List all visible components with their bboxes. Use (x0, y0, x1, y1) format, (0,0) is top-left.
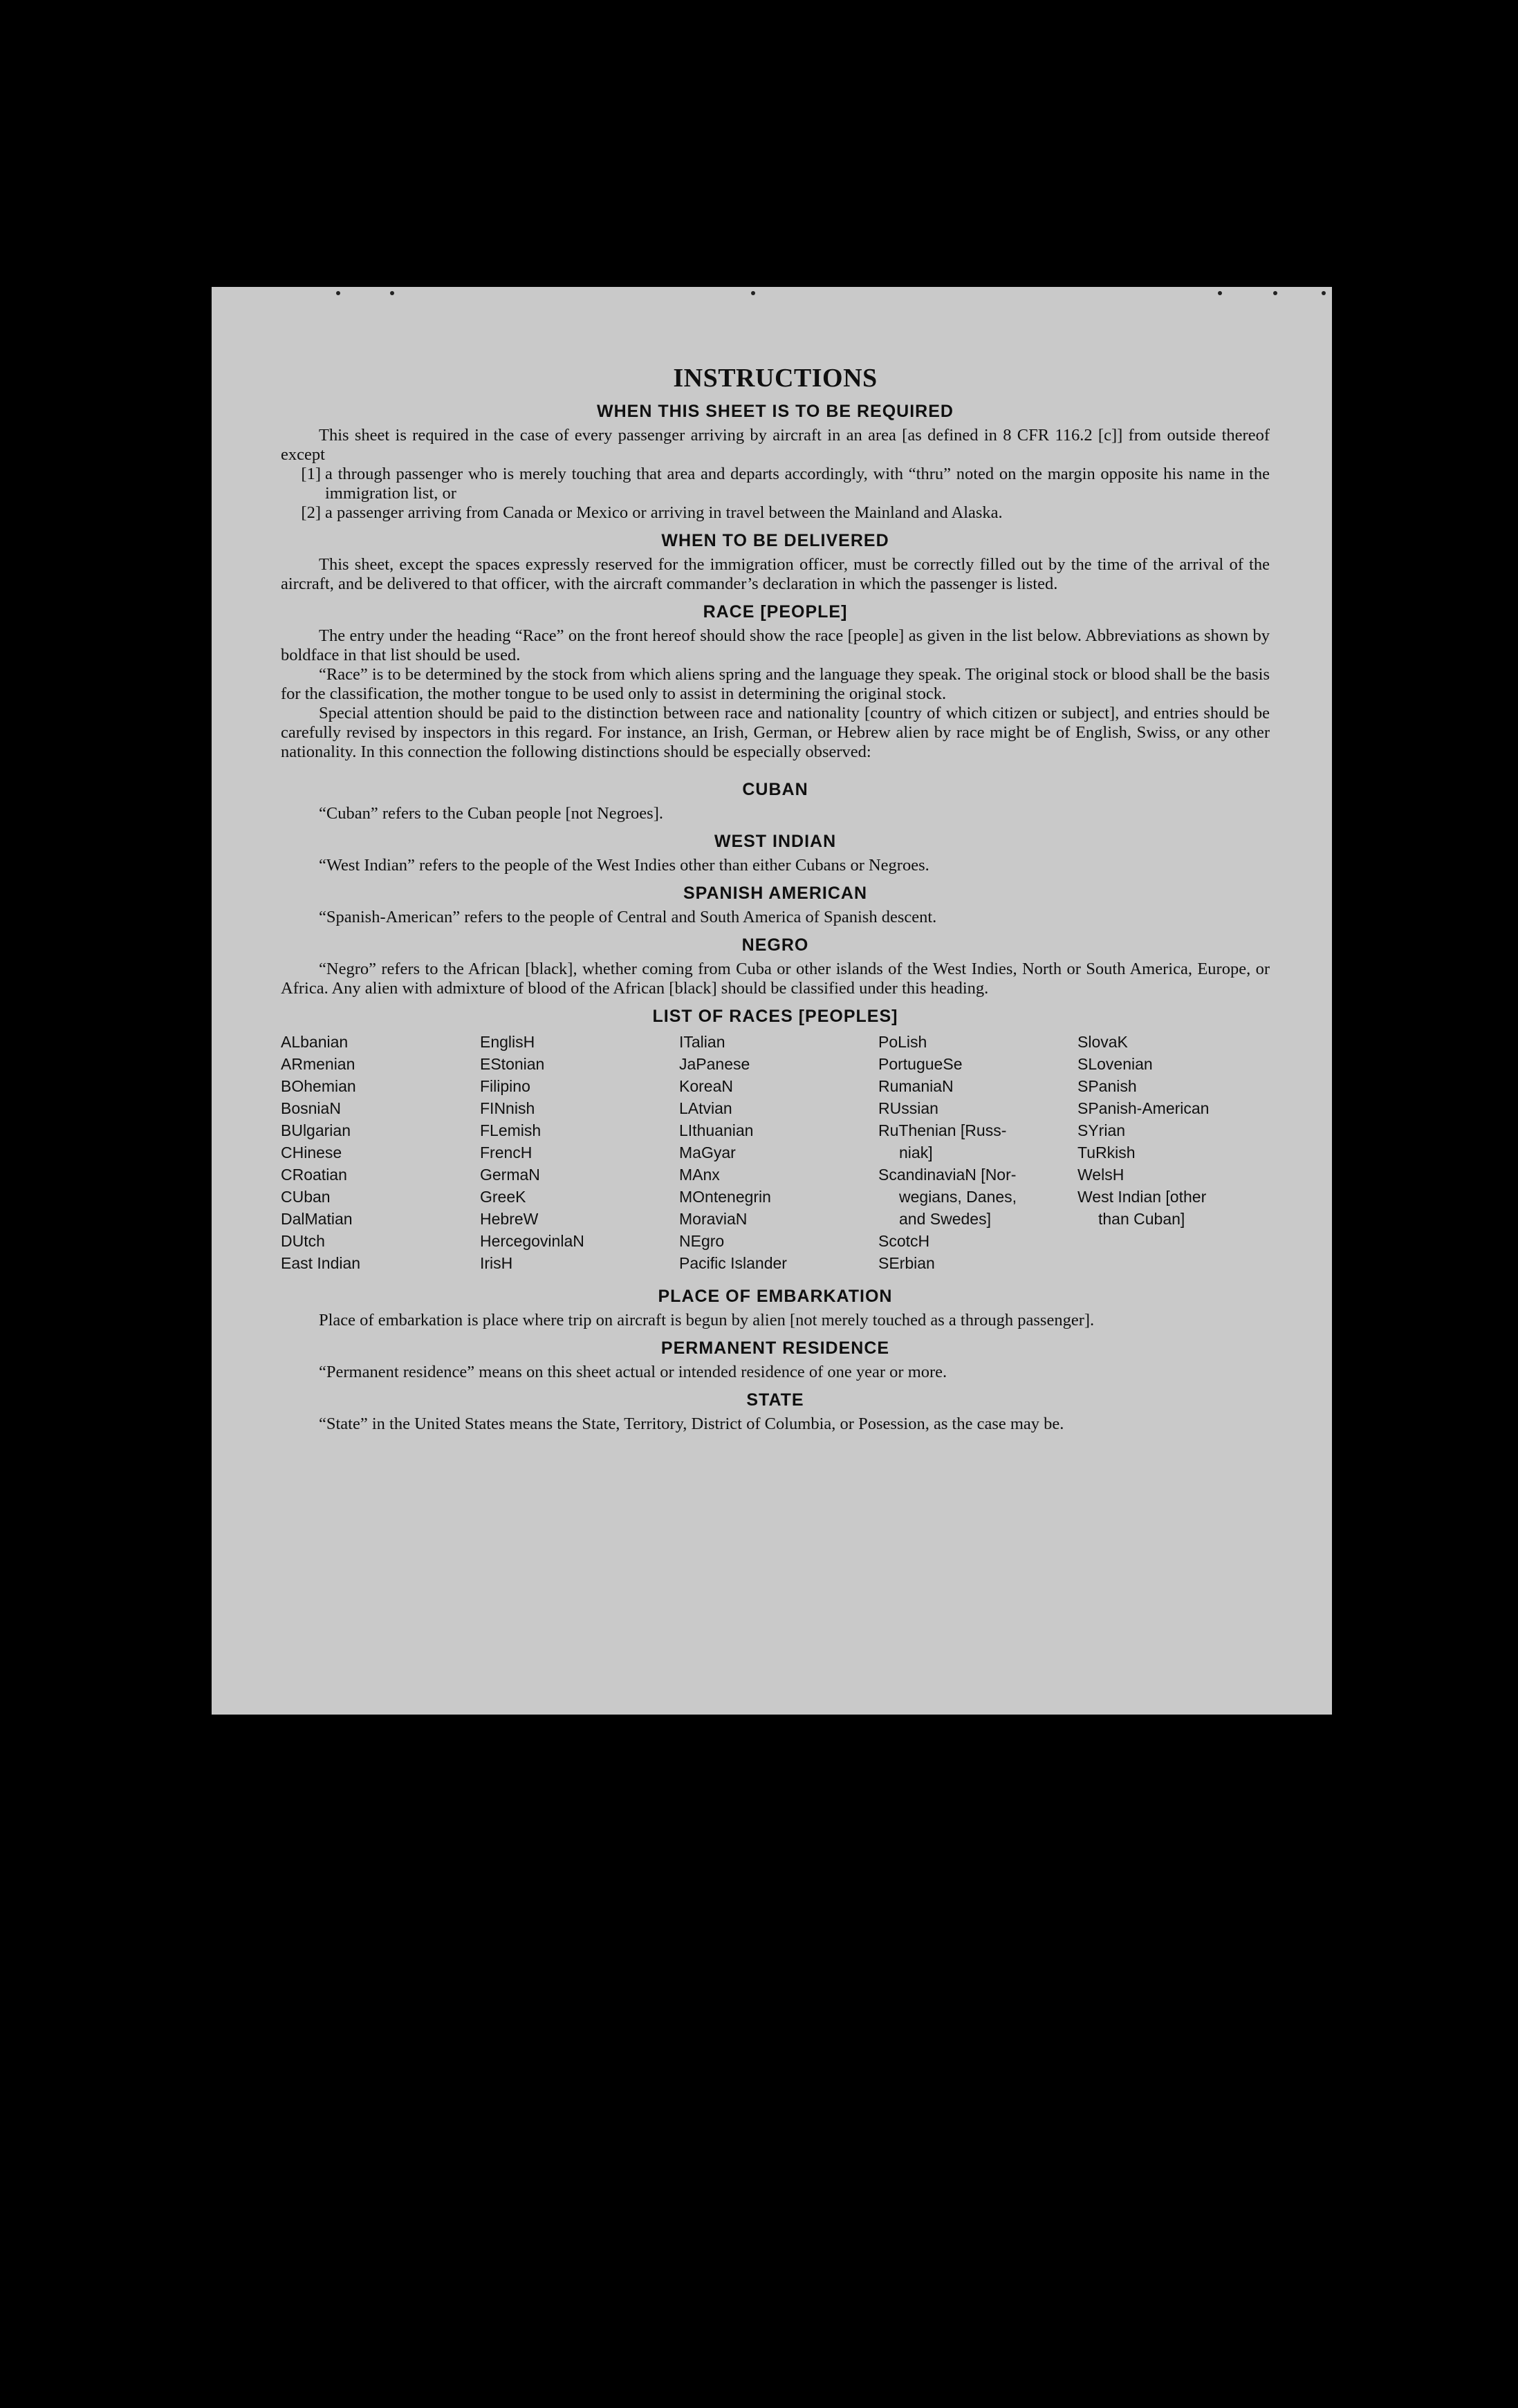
race-item: Filipino (480, 1077, 530, 1095)
west-indian-text: “West Indian” refers to the people of the West Indies other than either Cubans or Negroes. (319, 856, 929, 875)
race-item: WelsH (1077, 1166, 1124, 1184)
race-item: DUtch (281, 1232, 325, 1250)
race-item: TuRkish (1077, 1144, 1136, 1161)
race-item: NEgro (679, 1232, 725, 1250)
race-item: FINnish (480, 1099, 535, 1117)
instruction-sheet (212, 287, 1332, 1715)
heading-spanish-american: SPANISH AMERICAN (683, 884, 867, 903)
heading-list-of-races: LIST OF RACES [PEOPLES] (652, 1007, 898, 1026)
negro-text: “Negro” refers to the African [black], whether coming from Cuba or other islands of the West Indies, North or South America, Europe, or Africa. Any alien with admixture of blood of the African [black] should be classified under this heading. (281, 960, 1270, 998)
heading-embarkation: PLACE OF EMBARKATION (658, 1287, 893, 1306)
punch-marks (212, 291, 1332, 305)
race-item: RUssian (878, 1099, 938, 1117)
race-paragraph-2: “Race” is to be determined by the stock from which aliens spring and the language they speak. The original stock or blood shall be the basis for the classification, the mother tongue to be used only to assist in determining the original stock. (281, 665, 1270, 703)
exception-number: [2] (301, 503, 321, 522)
race-item: SYrian (1077, 1121, 1126, 1139)
race-item: ScotcH (878, 1232, 930, 1250)
race-item: JaPanese (679, 1055, 750, 1073)
race-item-continued: and Swedes] (899, 1210, 991, 1228)
race-item: BUlgarian (281, 1121, 351, 1139)
race-item: GreeK (480, 1188, 526, 1206)
race-item: MAnx (679, 1166, 720, 1184)
race-item: CHinese (281, 1144, 342, 1161)
race-item: ARmenian (281, 1055, 355, 1073)
race-item: PoLish (878, 1033, 927, 1051)
race-item: LAtvian (679, 1099, 732, 1117)
exception-text: a passenger arriving from Canada or Mexico or arriving in travel between the Mainland and Alaska. (325, 503, 1003, 522)
heading-delivered: WHEN TO BE DELIVERED (661, 531, 889, 550)
race-item: Pacific Islander (679, 1254, 787, 1272)
race-item: West Indian [other (1077, 1188, 1207, 1206)
exception-text: a through passenger who is merely touching that area and departs accordingly, with “thru” noted on the margin opposite his name in the immigration list, or (325, 465, 1270, 503)
races-column-3 (679, 1031, 871, 1274)
embarkation-text: Place of embarkation is place where trip on aircraft is begun by alien [not merely touched as a through passenger]. (319, 1311, 1095, 1329)
race-item: ScandinaviaN [Nor- (878, 1166, 1017, 1184)
heading-permanent-residence: PERMANENT RESIDENCE (660, 1338, 890, 1358)
race-item: SPanish (1077, 1077, 1137, 1095)
race-item: FLemish (480, 1121, 542, 1139)
race-item: KoreaN (679, 1077, 733, 1095)
race-item: MoraviaN (679, 1210, 748, 1228)
race-item: HercegovinlaN (480, 1232, 584, 1250)
races-column-5 (1077, 1031, 1270, 1274)
race-item: RumaniaN (878, 1077, 954, 1095)
races-column-4 (878, 1031, 1071, 1274)
race-item: CRoatian (281, 1166, 347, 1184)
race-item-continued: wegians, Danes, (899, 1188, 1017, 1206)
exception-number: [1] (301, 465, 321, 483)
race-item: East Indian (281, 1254, 361, 1272)
race-item: SErbian (878, 1254, 935, 1272)
heading-required: WHEN THIS SHEET IS TO BE REQUIRED (597, 402, 954, 421)
exception-item-2 (281, 503, 1270, 523)
race-item: MaGyar (679, 1144, 736, 1161)
race-item: SlovaK (1077, 1033, 1128, 1051)
heading-state: STATE (746, 1390, 804, 1410)
race-item: ITalian (679, 1033, 725, 1051)
state-text: “State” in the United States means the State, Territory, District of Columbia, or Posession, as the case may be. (319, 1415, 1064, 1433)
race-item-continued: than Cuban] (1098, 1210, 1185, 1228)
race-item: PortugueSe (878, 1055, 963, 1073)
races-list (281, 1031, 1270, 1274)
heading-negro: NEGRO (741, 935, 809, 955)
race-item: LIthuanian (679, 1121, 754, 1139)
heading-race: RACE [PEOPLE] (703, 602, 848, 622)
race-paragraph-3: Special attention should be paid to the distinction between race and nationality [country of which citizen or subject], and entries should be carefully revised by inspectors in this regard. For instance, an Irish, German, or Hebrew alien by race might be of English, Swiss, or any other nationality. In this connection the following distinctions should be especially observed: (281, 704, 1270, 761)
race-paragraph-1: The entry under the heading “Race” on the front hereof should show the race [people] as given in the list below. Abbreviations as shown by boldface in that list should be used. (281, 626, 1270, 664)
spanish-american-text: “Spanish-American” refers to the people of Central and South America of Spanish descent. (319, 908, 937, 926)
race-item: DalMatian (281, 1210, 353, 1228)
delivered-text: This sheet, except the spaces expressly reserved for the immigration officer, must be correctly filled out by the time of the arrival of the aircraft, and be delivered to that officer, with the aircraft commander’s declaration in which the passenger is listed. (281, 555, 1270, 593)
race-item: HebreW (480, 1210, 539, 1228)
race-item: SLovenian (1077, 1055, 1153, 1073)
residence-text: “Permanent residence” means on this sheet actual or intended residence of one year or more. (319, 1363, 947, 1381)
race-item: EStonian (480, 1055, 545, 1073)
heading-cuban: CUBAN (742, 780, 808, 799)
race-item: BosniaN (281, 1099, 341, 1117)
cuban-text: “Cuban” refers to the Cuban people [not Negroes]. (319, 804, 663, 823)
race-item: BOhemian (281, 1077, 356, 1095)
race-item: MOntenegrin (679, 1188, 771, 1206)
race-item: EnglisH (480, 1033, 535, 1051)
heading-west-indian: WEST INDIAN (714, 832, 837, 851)
race-item: RuThenian [Russ- (878, 1121, 1007, 1139)
race-item: ALbanian (281, 1033, 349, 1051)
exception-item-1 (281, 465, 1270, 503)
race-item-continued: niak] (899, 1144, 933, 1161)
race-item: FrencH (480, 1144, 533, 1161)
race-item: CUban (281, 1188, 331, 1206)
race-item: SPanish-American (1077, 1099, 1210, 1117)
page-title: INSTRUCTIONS (673, 364, 878, 393)
races-column-2 (480, 1031, 672, 1274)
race-item: GermaN (480, 1166, 540, 1184)
races-column-1 (281, 1031, 473, 1274)
race-item: IrisH (480, 1254, 513, 1272)
required-intro: This sheet is required in the case of every passenger arriving by aircraft in an area [as defined in 8 CFR 116.2 [c]] from outside thereof except (281, 426, 1270, 464)
